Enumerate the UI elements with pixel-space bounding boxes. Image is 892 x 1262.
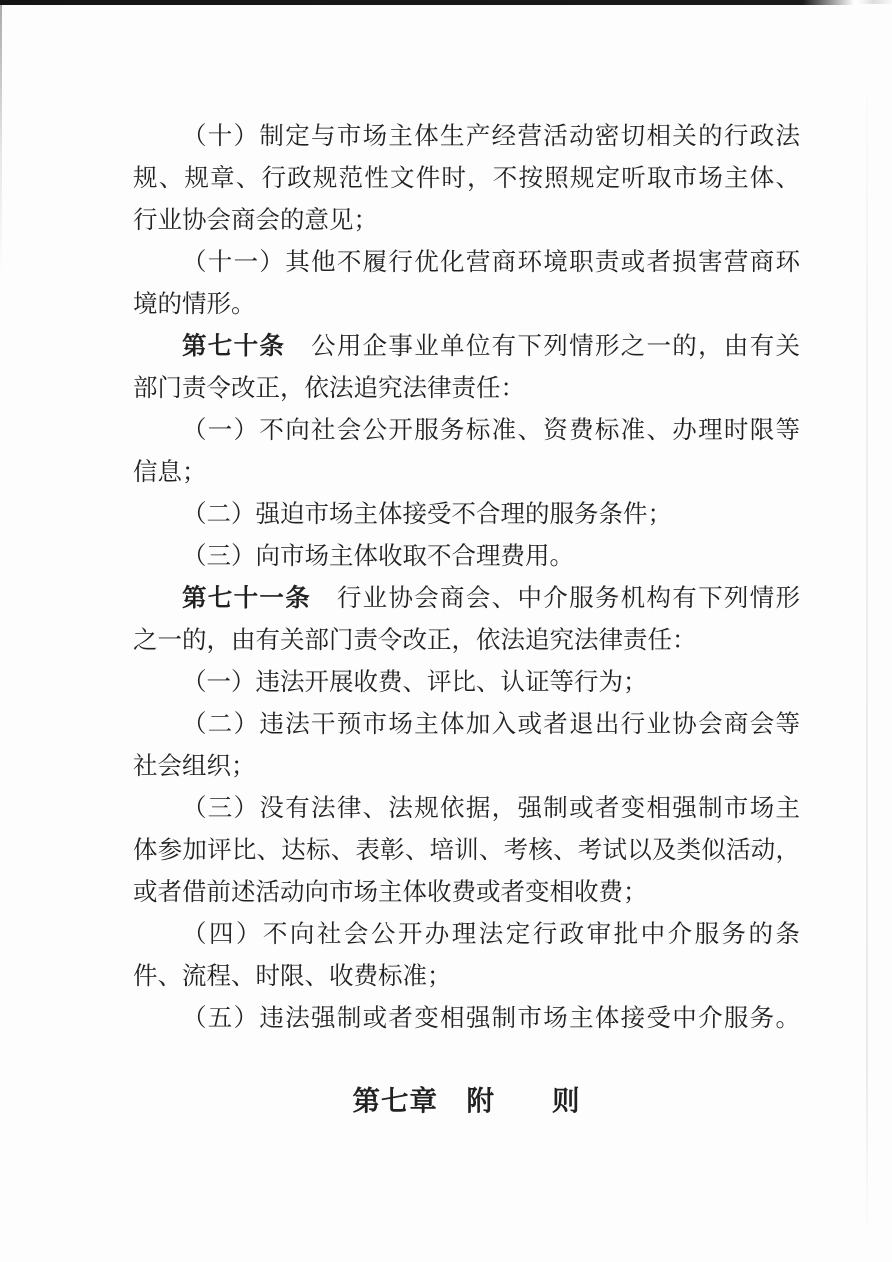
chapter-heading: 第七章 附 则 — [352, 1085, 581, 1117]
scan-artifact-top-right-smudge — [858, 0, 892, 4]
document-line: 第七十条 公用企事业单位有下列情形之一的，由有关 — [182, 331, 800, 360]
document-line: 境的情形。 — [133, 289, 256, 318]
document-line: （二）强迫市场主体接受不合理的服务条件； — [182, 499, 672, 528]
document-line: （十）制定与市场主体生产经营活动密切相关的行政法 — [182, 121, 800, 150]
article-number: 第七十条 — [182, 331, 286, 360]
scan-artifact-left-edge — [0, 5, 2, 275]
document-line: （一）违法开展收费、评比、认证等行为； — [182, 667, 648, 696]
document-line: （五）违法强制或者变相强制市场主体接受中介服务。 — [182, 1003, 800, 1032]
document-line: （四）不向社会公开办理法定行政审批中介服务的条 — [182, 919, 800, 948]
document-line: 部门责令改正，依法追究法律责任： — [133, 373, 525, 402]
document-line: 体参加评比、达标、表彰、培训、考核、考试以及类似活动， — [133, 835, 800, 864]
document-line: 第七十一条 行业协会商会、中介服务机构有下列情形 — [182, 583, 801, 612]
document-line: 行业协会商会的意见； — [133, 205, 378, 234]
document-line: 件、流程、时限、收费标准； — [133, 961, 452, 990]
scan-artifact-right-edge — [866, 60, 868, 1240]
document-line: （十一）其他不履行优化营商环境职责或者损害营商环 — [182, 247, 800, 276]
document-line: （二）违法干预市场主体加入或者退出行业协会商会等 — [182, 709, 800, 738]
document-body — [133, 115, 800, 1122]
document-line: （一）不向社会公开服务标准、资费标准、办理时限等 — [182, 415, 800, 444]
scan-artifact-top-edge — [0, 0, 854, 5]
document-line: 规、规章、行政规范性文件时，不按照规定听取市场主体、 — [133, 163, 800, 192]
document-line: 或者借前述活动向市场主体收费或者变相收费； — [133, 877, 648, 906]
document-line: 社会组织； — [133, 751, 256, 780]
document-line: （三）向市场主体收取不合理费用。 — [182, 541, 574, 570]
document-lines — [133, 115, 800, 1039]
document-line: （三）没有法律、法规依据，强制或者变相强制市场主 — [182, 793, 800, 822]
document-line: 之一的，由有关部门责令改正，依法追究法律责任： — [133, 625, 697, 654]
document-line: 信息； — [133, 457, 207, 486]
article-number: 第七十一条 — [182, 583, 312, 612]
